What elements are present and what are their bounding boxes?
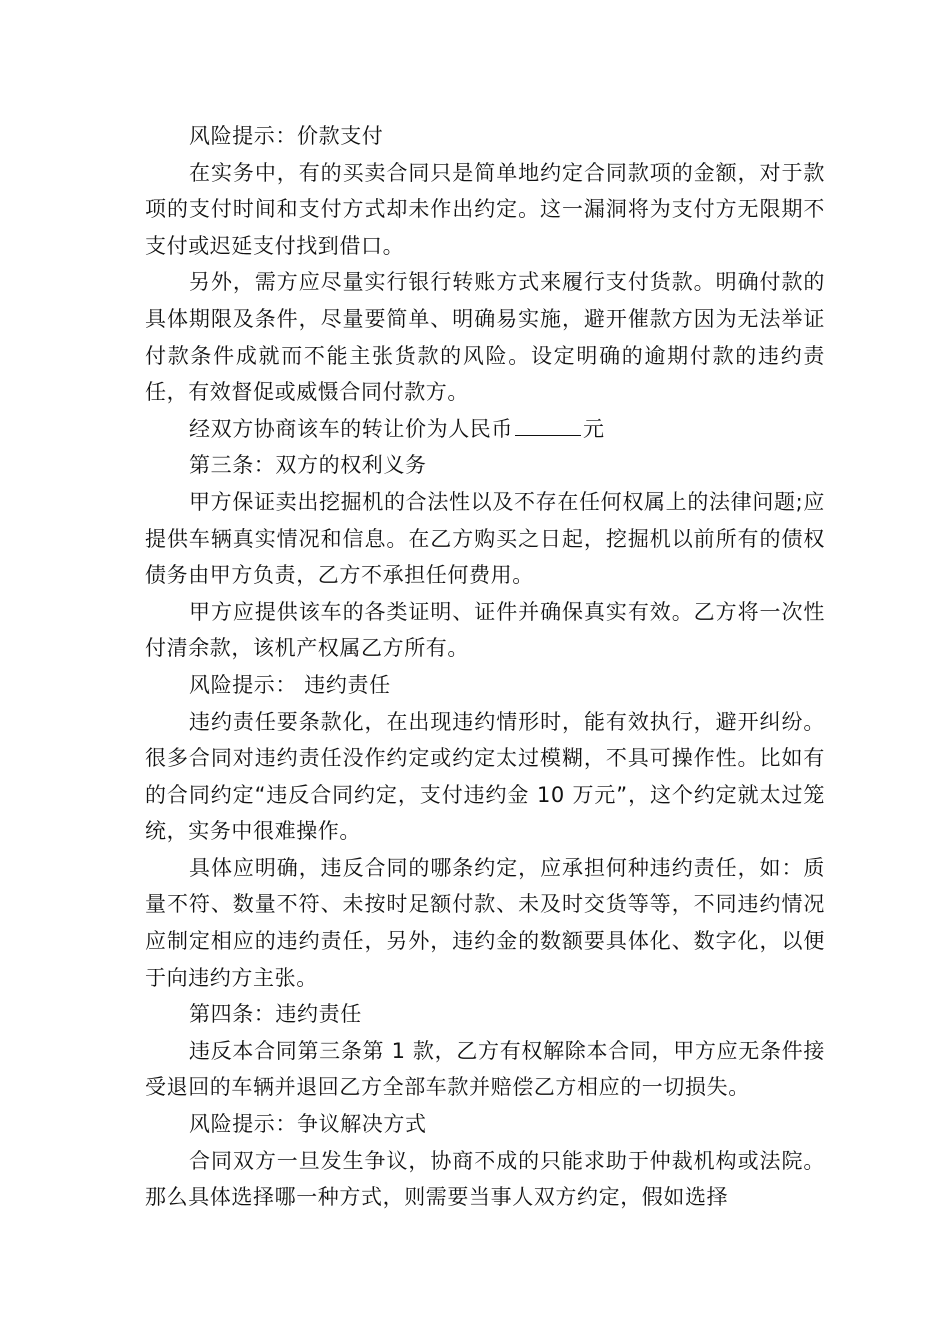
paragraph: 具体应明确，违反合同的哪条约定，应承担何种违约责任，如：质量不符、数量不符、未按时足额付款、未及时交货等等，不同违约情况应制定相应的违约责任，另外，违约金的数额要具体化、数字化，以便于向违约方主张。 xyxy=(145,855,825,990)
paragraph: 另外，需方应尽量实行银行转账方式来履行支付货款。明确付款的具体期限及条件，尽量要简单、明确易实施，避开催款方因为无法举证付款条件成就而不能主张货款的风险。设定明确的逾期付款的违约责任，有效督促或威慑合同付款方。 xyxy=(145,270,825,405)
price-blank-field xyxy=(515,417,581,436)
paragraph: 在实务中，有的买卖合同只是简单地约定合同款项的金额，对于款项的支付时间和支付方式却未作出约定。这一漏洞将为支付方无限期不支付或迟延支付找到借口。 xyxy=(145,160,825,258)
paragraph: 违反本合同第三条第 1 款，乙方有权解除本合同，甲方应无条件接受退回的车辆并退回乙方全部车款并赔偿乙方相应的一切损失。 xyxy=(145,1038,825,1100)
paragraph: 合同双方一旦发生争议，协商不成的只能求助于仲裁机构或法院。那么具体选择哪一种方式，则需要当事人双方约定，假如选择 xyxy=(145,1148,825,1210)
paragraph: 甲方保证卖出挖掘机的合法性以及不存在任何权属上的法律问题;应提供车辆真实情况和信息。在乙方购买之日起，挖掘机以前所有的债权债务由甲方负责，乙方不承担任何费用。 xyxy=(145,489,825,588)
paragraph: 违约责任要条款化，在出现违约情形时，能有效执行，避开纠纷。很多合同对违约责任没作约定或约定太过模糊，不具可操作性。比如有的合同约定“违反合同约定，支付违约金 10 万元”，这个约定就太过笼统，实务中很难操作。 xyxy=(145,709,825,844)
section-heading-dispute-risk: 风险提示：争议解决方式 xyxy=(189,1112,427,1137)
section-heading-breach-risk: 风险提示： 违约责任 xyxy=(189,672,391,697)
section-heading-payment-risk: 风险提示：价款支付 xyxy=(189,124,384,148)
price-clause-suffix: 元 xyxy=(583,416,605,441)
article-heading-4: 第四条：违约责任 xyxy=(189,1002,362,1027)
document-body xyxy=(145,118,825,1216)
article-heading-3: 第三条：双方的权利义务 xyxy=(189,453,427,478)
price-clause-prefix: 经双方协商该车的转让价为人民币 xyxy=(189,416,513,441)
price-clause xyxy=(145,411,825,448)
paragraph: 甲方应提供该车的各类证明、证件并确保真实有效。乙方将一次性付清余款，该机产权属乙方所有。 xyxy=(145,599,825,661)
